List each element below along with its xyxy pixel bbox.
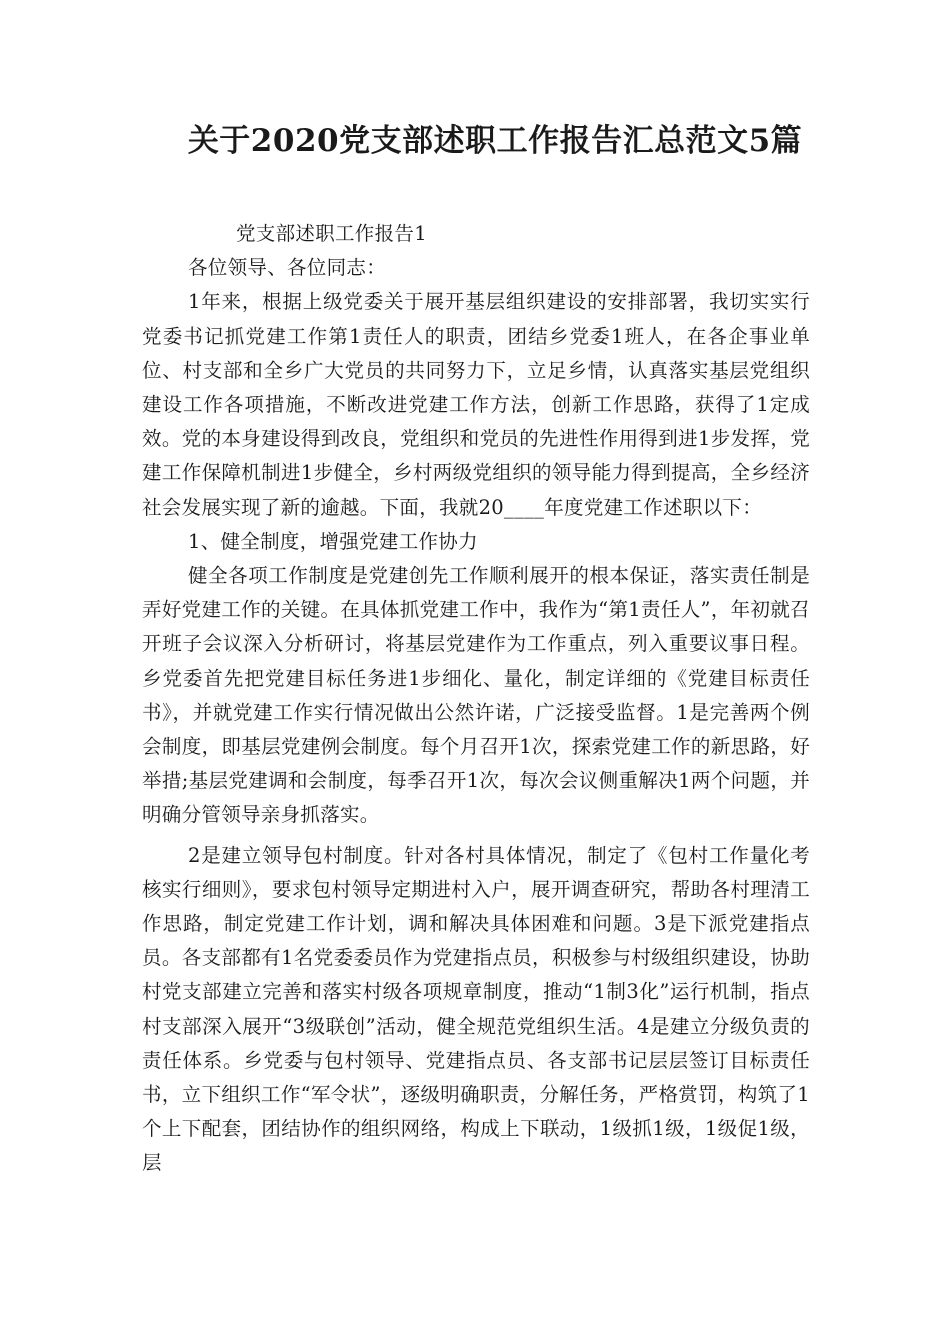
report-subtitle: 党支部述职工作报告1 [236, 222, 427, 245]
salutation: 各位领导、各位同志： [188, 256, 387, 280]
paragraph-leadership: 2是建立领导包村制度。针对各村具体情况，制定了《包村工作量化考核实行细则》，要求包村领导定期进村入户，展开调查研究，帮助各村理清工作思路，制定党建工作计划，调和解决具体困难和问题。3是下派党建指点员。各支部都有1名党委委员作为党建指点员，积极参与村级组织建设，协助村党支部建立完善和落实村级各项规章制度，推动“1制3化”运行机制，指点村支部深入展开“3级联创”活动，健全规范党组织生活。4是建立分级负责的责任体系。乡党委与包村领导、党建指点员、各支部书记层层签订目标责任书，立下组织工作“军令状”，逐级明确职责，分解任务，严格赏罚，构筑了1个上下配套，团结协作的组织网络，构成上下联动，1级抓1级，1级促1级，层 [142, 843, 810, 1175]
paragraph-system: 健全各项工作制度是党建创先工作顺利展开的根本保证，落实责任制是弄好党建工作的关键。在具体抓党建工作中，我作为“第1责任人”，年初就召开班子会议深入分析研讨，将基层党建作为工作重点，列入重要议事日程。乡党委首先把党建目标任务进1步细化、量化，制定详细的《党建目标责任书》，并就党建工作实行情况做出公然许诺，广泛接受监督。1是完善两个例会制度，即基层党建例会制度。每个月召开1次，探索党建工作的新思路，好举措;基层党建调和会制度，每季召开1次，每次会议侧重解决1两个问题，并明确分管领导亲身抓落实。 [142, 564, 810, 827]
document-body [142, 217, 810, 1181]
section-heading: 1、健全制度，增强党建工作协力 [188, 529, 478, 553]
paragraph-intro: 1年来，根据上级党委关于展开基层组织建设的安排部署，我切实实行党委书记抓党建工作第1责任人的职责，团结乡党委1班人，在各企事业单位、村支部和全乡广大党员的共同努力下，立足乡情，认真落实基层党组织建设工作各项措施，不断改进党建工作方法，创新工作思路，获得了1定成效。党的本身建设得到改良，党组织和党员的先进性作用得到进1步发挥，党建工作保障机制进1步健全，乡村两级党组织的领导能力得到提高，全乡经济社会发展实现了新的逾越。下面，我就20____年度党建工作述职以下： [142, 290, 810, 519]
document-title: 关于2020党支部述职工作报告汇总范文5篇 [187, 123, 803, 159]
